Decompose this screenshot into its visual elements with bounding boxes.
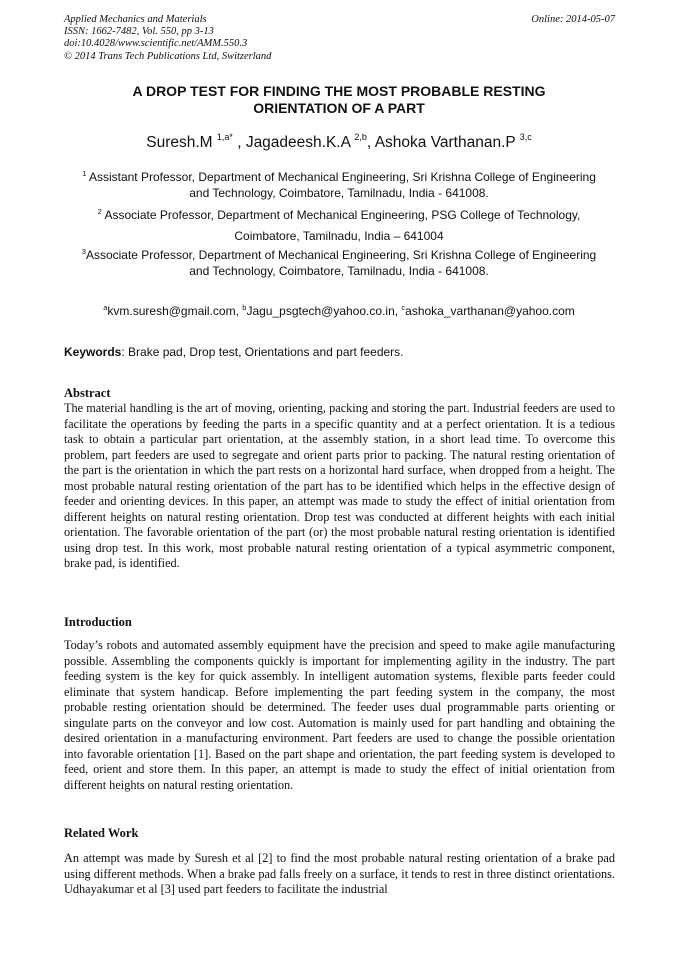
email-address: Jagu_psgtech@yahoo.co.in,	[246, 304, 402, 318]
introduction-text: Today’s robots and automated assembly equipment have the precision and speed to make agile manufacturing possible. Assembling the components quickly is important for implementing agility in the industry. The part feeding system is the key for quick assembly. In intelligent automation systems, flexible parts feeder could eliminate that system handicap. Before implementing the part feeding system in the company, the most probable resting orientation should be determined. The feeder uses dual programmable parts orienting or singulate parts on the conveyor and low cost. Automation is mainly used for part handling and obtaining the desired orientation in a manufacturing environment. Part feeders are used to change the possible orientation into favorable orientation [1]. Based on the part shape and orientation, the part feeding system is developed to feed, orient and store them. In this paper, an attempt is made to study the effect of initial orientation from different heights on natural resting orientation.	[64, 638, 615, 792]
author-affil-sup: 1,a*	[216, 132, 233, 142]
keywords-label: Keywords	[64, 345, 122, 359]
email-sup: c	[401, 303, 406, 312]
title-line-1: A DROP TEST FOR FINDING THE MOST PROBABLE RESTING	[132, 83, 546, 99]
author-separator: ,	[366, 134, 375, 151]
affiliation-sup: 3	[81, 247, 86, 256]
affiliation-2	[64, 205, 614, 247]
affiliation-line: Associate Professor, Department of Mechanical Engineering, PSG College of Technology,	[101, 208, 581, 222]
online-date: Online: 2014-05-07	[531, 14, 615, 25]
abstract-heading: Abstract	[64, 386, 111, 400]
author-name: Jagadeesh.K.A	[245, 134, 355, 151]
author-name: Ashoka Varthanan.P	[374, 134, 520, 151]
affiliation-sup: 2	[97, 207, 102, 216]
abstract-text: The material handling is the art of moving, orienting, packing and storing the part. Industrial feeders are used to facilitate the operations by feeding the parts in a specific quantity and at a perfect orientation. It is a tedious task to obtain a particular part orientation, at the assembly station, in a short lead time. To overcome this problem, part feeders are used to segregate and orient parts prior to packing. The natural resting orientation of the part is the orientation in which the part rests on a horizontal hard surface, when dropped from a height. The most probable natural resting orientation of the part has to be identified which helps in the effective design of feeder and orienting devices. In this paper, an attempt was made to study the effect of initial orientation from different heights on natural resting orientation. Drop test was conducted at different heights with each initial orientation. The favorable orientation of the part (or) the most probable natural resting orientation is identified using drop test. In this work, most probable natural resting orientation of a typical asymmetric component, brake pad, is identified.	[64, 401, 615, 570]
affiliation-line: Assistant Professor, Department of Mechanical Engineering, Sri Krishna College of Engineering	[86, 170, 596, 184]
author-affil-sup: 3,c	[519, 132, 532, 142]
affiliation-line: and Technology, Coimbatore, Tamilnadu, India - 641008.	[189, 263, 489, 278]
doi-line: doi:10.4028/www.scientific.net/AMM.550.3	[64, 38, 248, 50]
affiliation-sup: 1	[82, 169, 87, 178]
journal-name: Applied Mechanics and Materials	[64, 14, 207, 25]
email-sup: a	[103, 303, 108, 312]
journal-header	[64, 14, 271, 63]
author-emails	[64, 304, 614, 319]
affiliation-1	[64, 170, 614, 201]
affiliation-line: and Technology, Coimbatore, Tamilnadu, India - 641008.	[189, 185, 489, 200]
title-line-2: ORIENTATION OF A PART	[253, 100, 425, 116]
affiliation-line: Associate Professor, Department of Mechanical Engineering, Sri Krishna College of Engineering	[85, 248, 597, 262]
keywords	[64, 345, 404, 360]
email-address: ashoka_varthanan@yahoo.com	[405, 304, 575, 318]
email-sup: b	[242, 303, 247, 312]
issn-line: ISSN: 1662-7482, Vol. 550, pp 3-13	[64, 26, 214, 38]
author-separator: ,	[232, 134, 246, 151]
copyright-line: © 2014 Trans Tech Publications Ltd, Switzerland	[64, 50, 272, 62]
paper-title	[64, 83, 614, 117]
affiliation-line: Coimbatore, Tamilnadu, India – 641004	[234, 229, 444, 243]
affiliation-3	[64, 248, 614, 279]
keywords-text: : Brake pad, Drop test, Orientations and part feeders.	[121, 345, 404, 359]
author-name: Suresh.M	[146, 134, 217, 151]
introduction-heading: Introduction	[64, 615, 132, 629]
author-list	[64, 133, 614, 153]
related-work-text: An attempt was made by Suresh et al [2] to find the most probable natural resting orientation of a brake pad using different methods. When a brake pad falls freely on a surface, it tends to rest in three distinct orientations. Udhayakumar et al [3] used part feeders to facilitate the industrial	[64, 851, 615, 896]
related-work-heading: Related Work	[64, 826, 139, 840]
author-affil-sup: 2,b	[354, 132, 367, 142]
email-address: kvm.suresh@gmail.com,	[107, 304, 243, 318]
